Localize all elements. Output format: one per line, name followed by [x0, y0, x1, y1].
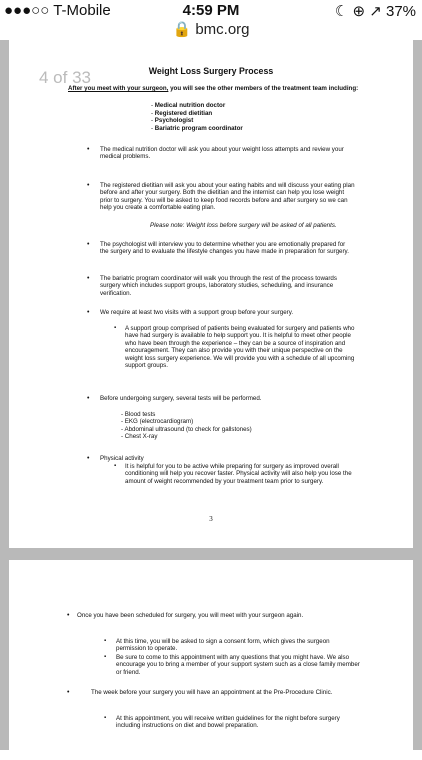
bullet-icon: ▪: [104, 654, 107, 660]
paragraph: Be sure to come to this appointment with any questions that you might have. We also encourage you to bring a member of your support system such as a close family member or friend.: [116, 654, 360, 676]
intro-rest: you will see the other members of the treatment team including:: [168, 85, 359, 92]
bullet-icon: •: [87, 395, 90, 402]
paragraph: The week before your surgery you will have an appointment at the Pre-Procedure Clinic.: [91, 689, 333, 696]
bullet-icon: •: [87, 275, 90, 282]
battery-indicator: ☾ ⊕ ↗ 37%: [334, 3, 416, 20]
bullet-icon: •: [67, 612, 70, 619]
paragraph: The registered dietitian will ask you about your eating habits and will discuss your eating plan before and after your surgery. Both the dietitian and the internist can help you lose weight prior to surgery. You will be asked to keep food records before and after surgery so we can help you create a comfortable eating plan.: [100, 182, 355, 212]
bullet-icon: •: [87, 241, 90, 248]
paragraph: The medical nutrition doctor will ask you about your weight loss attempts and review your medical problems.: [100, 146, 344, 161]
intro-lead: After you meet with your surgeon,: [68, 85, 169, 92]
bullet-icon: ▪: [104, 715, 107, 721]
bullet-icon: •: [67, 689, 70, 696]
pdf-page: [9, 560, 413, 760]
bullet-icon: •: [87, 182, 90, 189]
paragraph: At this time, you will be asked to sign a consent form, which gives the surgeon permission to operate.: [116, 638, 330, 653]
paragraph: At this appointment, you will receive written guidelines for the night before surgery including instructions on diet and bowel preparation.: [116, 715, 340, 730]
pdf-page: [9, 40, 413, 548]
carrier-signal: ●●●○○ T-Mobile: [4, 2, 111, 19]
paragraph: A support group comprised of patients being evaluated for surgery and patients who have had surgery is available to help support you. It is helpful to meet other people who have been through the experience – they can be a source of inspiration and encouragement. They can also provide you with their unique perspective on the weight loss surgery experience. We will provide you with a schedule of all upcoming support groups.: [125, 325, 355, 370]
team-members-list: [151, 102, 243, 132]
list-item: - Blood tests: [121, 411, 252, 418]
paragraph: The psychologist will interview you to determine whether you are emotionally prepared for the surgery and to evaluate the lifestyle changes you have made in preparation for surgery.: [100, 241, 349, 256]
paragraph: Once you have been scheduled for surgery, you will meet with your surgeon again.: [77, 612, 304, 619]
status-time: 4:59 PM: [182, 2, 240, 19]
paragraph: The bariatric program coordinator will walk you through the rest of the process towards surgery which includes support groups, laboratory studies, scheduling, and insurance verification.: [100, 275, 337, 297]
intro-text: [68, 85, 368, 92]
note: Please note: Weight loss before surgery will be asked of all patients.: [150, 222, 337, 229]
list-item: - Bariatric program coordinator: [151, 125, 243, 133]
url-bar[interactable]: 🔒 bmc.org: [172, 21, 250, 38]
list-item: - EKG (electrocardiogram): [121, 418, 252, 425]
paragraph: Before undergoing surgery, several tests will be performed.: [100, 395, 262, 402]
page-number: 3: [209, 515, 213, 523]
list-item: - Psychologist: [151, 117, 243, 125]
document-title: Weight Loss Surgery Process: [148, 66, 274, 76]
list-item: - Medical nutrition doctor: [151, 102, 243, 110]
bullet-icon: ▪: [114, 325, 117, 331]
pdf-viewer[interactable]: [0, 40, 422, 750]
paragraph: Physical activity: [100, 455, 144, 462]
paragraph: We require at least two visits with a support group before your surgery.: [100, 309, 294, 316]
list-item: - Registered dietitian: [151, 110, 243, 118]
list-item: - Abdominal ultrasound (to check for gallstones): [121, 426, 252, 433]
page-indicator: 4 of 33: [39, 68, 91, 87]
status-bar: [0, 0, 422, 22]
bullet-icon: •: [87, 455, 90, 462]
list-item: - Chest X-ray: [121, 433, 252, 440]
bullet-icon: •: [87, 309, 90, 316]
paragraph: It is helpful for you to be active while preparing for surgery as improved overall conditioning will help you recover faster. Physical activity will also help you lose the amount of weight recommended by your treatment team prior to surgery.: [125, 463, 352, 485]
bullet-icon: •: [87, 146, 90, 153]
tests-list: [121, 411, 252, 441]
bullet-icon: ▪: [104, 638, 107, 644]
bullet-icon: ▪: [114, 463, 117, 469]
